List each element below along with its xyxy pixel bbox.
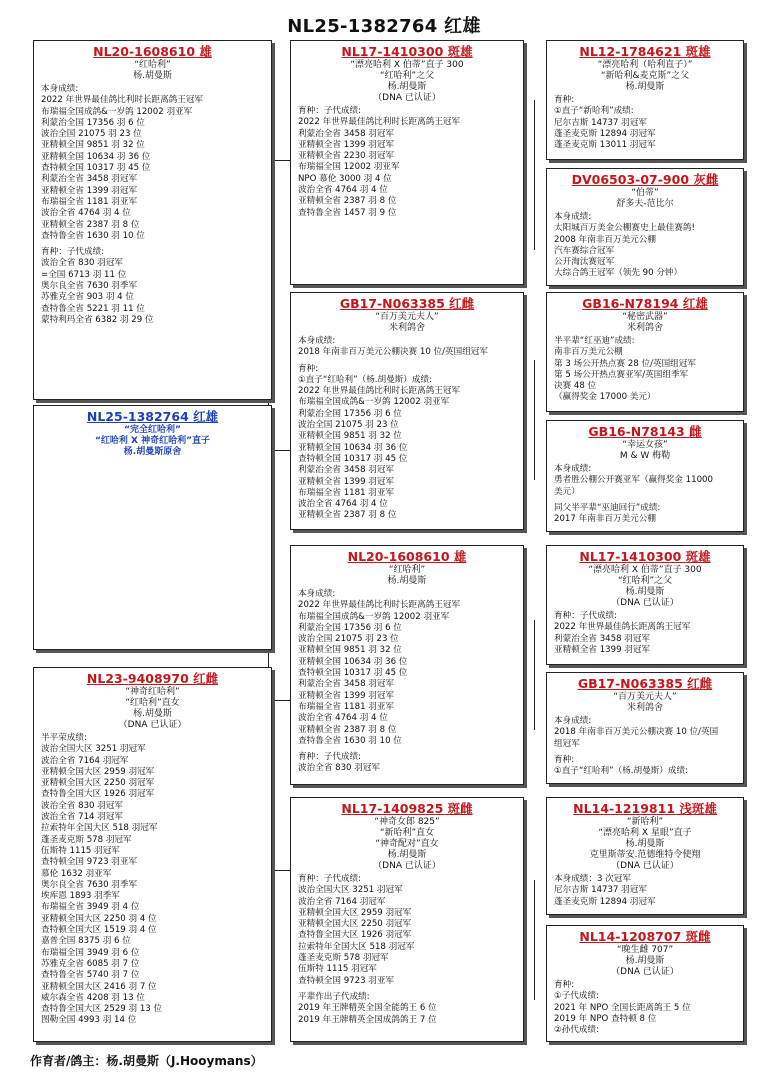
card-line: 查特顿全国大区 1519 羽 4 位 <box>41 925 157 936</box>
card-header: NL25-1382764 红雄 <box>86 409 219 424</box>
card-line: 波治全省 830 羽冠军 <box>41 800 124 811</box>
card-header: NL14-1219811 浅斑雄 <box>573 801 717 816</box>
card-line: 查特顿全国 10317 羽 45 位 <box>298 668 408 679</box>
card-line: 蓬圣麦克斯 578 羽冠军 <box>41 834 132 845</box>
card-line: 亚精顿全国大区 2250 羽冠军 <box>41 778 155 789</box>
breeder-footer: 作育者/鸽主：杨.胡曼斯（J.Hooymans） <box>30 1054 263 1068</box>
card-line: 波治全省 7164 羽冠军 <box>298 896 386 907</box>
card-header: NL20-1608610 雄 <box>347 549 467 564</box>
card-body <box>298 874 516 1026</box>
card-subtitle: “新哈利”直女 <box>379 828 435 838</box>
card-subtitle: （DNA 已认证） <box>373 93 441 103</box>
card-line: 埃库恩 1893 羽季军 <box>41 891 120 902</box>
card-subtitle: “漂亮哈利 X 伯蒂”直子 300 <box>588 565 702 575</box>
card-body <box>554 980 736 1036</box>
card-line: 伍斯特 1115 羽冠军 <box>298 964 377 975</box>
card-line: 2018 年南非百万美元公棚决赛 10 位/英国 <box>554 727 719 738</box>
card-line: 亚精顿全省 1399 羽冠军 <box>298 476 395 487</box>
card-subtitle: “红哈利”之父 <box>617 576 673 586</box>
card-line: 奥尔良全省 7630 羽季军 <box>41 281 138 292</box>
card-header: NL20-1608610 雄 <box>93 44 212 59</box>
card-line: （赢得奖金 17000 美元） <box>554 392 656 403</box>
card-line: 2008 年南非百万美元公棚 <box>554 234 656 245</box>
pedigree-card-sire-dam <box>290 292 524 530</box>
card-line: 亚精顿全国大区 2416 羽 7 位 <box>41 981 157 992</box>
card-line: 布瑞福全省 3949 羽 4 位 <box>41 902 140 913</box>
card-line: 利蒙治全国 17356 羽 6 位 <box>298 622 402 633</box>
connector-line <box>534 880 535 1000</box>
card-subtitle: 杨.胡曼斯 <box>133 71 172 81</box>
card-line: 亚精顿全国大区 2250 羽 4 位 <box>41 913 157 924</box>
card-header: DV06503-07-900 灰雌 <box>571 172 719 187</box>
card-body <box>554 716 736 777</box>
card-line: 波治全省 4764 羽 4 位 <box>298 713 388 724</box>
card-subtitle: 米利鸽舍 <box>626 703 663 713</box>
card-line: 查特鲁全省 5740 羽 7 位 <box>41 970 140 981</box>
card-line: 2022 年世界最佳鸽比利时长距离鸽王冠军 <box>41 95 204 106</box>
card-body <box>298 336 516 522</box>
card-subtitle: 杨.胡曼斯 <box>625 956 665 966</box>
card-line: 嘉普全国 8375 羽 6 位 <box>41 936 131 947</box>
card-line: 2018 年南非百万美元公棚决赛 10 位/英国组冠军 <box>298 347 488 358</box>
pedigree-card-sire <box>33 40 272 400</box>
card-line: 奥尔良全省 7630 羽季军 <box>41 879 138 890</box>
card-line: 半平辈“红巫迪”成绩: <box>554 336 635 346</box>
card-line: 育种：子代成绩: <box>41 247 105 258</box>
card-line: 波治全国大区 3251 羽冠军 <box>298 885 403 896</box>
card-line: 波治全国 21075 羽 23 位 <box>41 129 142 140</box>
card-line: 蓬圣麦克斯 12894 羽冠军 <box>554 896 656 907</box>
pedigree-card-subject <box>33 405 272 650</box>
card-line: 亚精顿全国 10634 羽 36 位 <box>41 151 151 162</box>
pedigree-card-sd-sire <box>546 292 744 412</box>
card-body <box>298 589 516 775</box>
card-line: 波治全省 830 羽冠军 <box>298 763 381 774</box>
card-subtitle: 杨.胡曼斯 <box>625 82 665 92</box>
card-line: 查特顿全国 10317 羽 45 位 <box>41 163 151 174</box>
card-line: 蓬圣麦克斯 13011 羽冠军 <box>554 140 656 151</box>
card-line: 本身成绩: <box>554 464 592 474</box>
card-line: 亚精顿全国 9851 羽 32 位 <box>298 645 402 656</box>
card-line: 2022 年世界最佳鸽比利时长距离鸽王冠军 <box>298 386 461 397</box>
card-line: 布瑞福全省 1181 羽亚军 <box>41 196 138 207</box>
card-line: 波治全省 4764 羽 4 位 <box>298 499 388 510</box>
card-line: 蒙特利玛全省 6382 羽 29 位 <box>41 314 154 325</box>
card-line: 利蒙治全省 3458 羽冠军 <box>298 465 395 476</box>
card-subtitle: 杨.胡曼斯 <box>387 576 427 586</box>
card-body <box>298 106 516 219</box>
card-line: ②孙代成绩: <box>554 1025 599 1036</box>
card-line: 美元） <box>554 486 580 497</box>
card-line: 蓬圣麦克斯 12894 羽冠军 <box>554 128 656 139</box>
card-subtitle: （DNA 已认证） <box>611 967 679 977</box>
card-header: NL17-1410300 斑雄 <box>579 549 711 564</box>
card-subtitle: （DNA 已认证） <box>611 861 679 871</box>
connector-line <box>534 100 535 250</box>
card-line: 查特鲁全省 1630 羽 10 位 <box>298 735 402 746</box>
card-line: 慕伦 1632 羽亚军 <box>41 868 112 879</box>
card-line: 利蒙治全国 17356 羽 6 位 <box>41 117 145 128</box>
pedigree-card-ds-dam <box>546 672 744 784</box>
card-line: 2017 年南非百万美元公棚 <box>554 514 656 525</box>
card-line: 尼尔吉斯 14737 羽冠军 <box>554 117 647 128</box>
card-subtitle: “红哈利”之父 <box>379 71 435 81</box>
pedigree-card-dd-sire <box>546 797 744 915</box>
pedigree-card-sire-sire <box>290 40 524 285</box>
card-subtitle: “漂亮哈利 X 星眼”直子 <box>598 828 692 838</box>
pedigree-card-sd-dam <box>546 420 744 532</box>
card-line: 苏雅克全省 6085 羽 7 位 <box>41 958 140 969</box>
card-body <box>554 212 736 280</box>
card-line: 布瑞福全省 1181 羽亚军 <box>298 701 395 712</box>
card-line: 亚精顿全国大区 2959 羽冠军 <box>298 907 412 918</box>
card-line: 亚精顿全国 9851 羽 32 位 <box>298 431 402 442</box>
card-line: 本身成绩: <box>298 589 336 599</box>
card-line: 亚精顿全国 9851 羽 32 位 <box>41 140 145 151</box>
card-line: 波治全国 21075 羽 23 位 <box>298 634 399 645</box>
card-line: 苏雅克全省 903 羽 4 位 <box>41 292 134 303</box>
card-line: 本身成绩: <box>298 336 336 346</box>
card-subtitle: （DNA 已认证） <box>611 598 679 608</box>
card-subtitle: “神奇女郎 825” <box>374 817 440 827</box>
card-line: 查特顿全国 9723 羽亚军 <box>41 857 138 868</box>
card-line: 第 3 场公开热点赛 28 位/英国组冠军 <box>554 358 696 369</box>
card-line: 第 5 场公开热点赛亚军/英国组季军 <box>554 369 689 380</box>
card-subtitle: M & W 梅勒 <box>619 451 671 461</box>
card-line: ①子代成绩: <box>554 991 599 1002</box>
card-line: 亚精顿全省 1399 羽冠军 <box>298 139 395 150</box>
card-line: 拉索特年全国大区 518 羽冠军 <box>41 823 158 834</box>
card-subtitle: 杨.胡曼斯原舍 <box>123 447 182 457</box>
card-line: 半平荣成绩: <box>41 733 87 743</box>
card-header: NL23-9408970 红雌 <box>86 671 219 686</box>
card-subtitle: 杨.胡曼斯 <box>133 709 172 719</box>
card-subtitle: 米利鸽舍 <box>626 323 663 333</box>
card-line: 育种: <box>554 95 575 105</box>
card-line: 波治全省 714 羽冠军 <box>41 812 124 823</box>
card-line: 育种：子代成绩: <box>298 752 362 763</box>
card-line: 亚精顿全省 2387 羽 8 位 <box>41 219 140 230</box>
card-line: ①直子“红哈利”（杨.胡曼斯）成绩: <box>298 374 432 385</box>
card-subtitle: “新哈利&麦克斯”之父 <box>600 71 690 81</box>
connector-line <box>534 620 535 730</box>
card-line: 亚精顿全省 1399 羽冠军 <box>298 690 395 701</box>
card-body <box>554 874 736 908</box>
card-subtitle: 克里斯蒂安.范德维特令使翔 <box>589 850 701 860</box>
card-body <box>554 336 736 404</box>
card-line: 布瑞福全国 12002 羽亚军 <box>298 162 400 173</box>
card-line: 查特鲁全省 1457 羽 9 位 <box>298 207 397 218</box>
card-header: NL17-1409825 斑雌 <box>341 801 473 816</box>
card-line: 亚精顿全国 10634 羽 36 位 <box>298 656 408 667</box>
page-title: NL25-1382764 红雄 <box>287 16 481 37</box>
card-line: 布瑞福全国成鸽&一岁鸽 12002 羽亚军 <box>298 397 450 408</box>
card-line: 亚精顿全国大区 2959 羽冠军 <box>41 766 155 777</box>
pedigree-card-ss-sire <box>546 40 744 160</box>
card-subtitle: 杨.胡曼斯 <box>625 587 665 597</box>
card-subtitle: “漂亮哈利（哈利直子）” <box>597 60 693 70</box>
card-line: ①直子“红哈利”（杨.胡曼斯）成绩: <box>554 766 688 777</box>
pedigree-card-ds-sire <box>546 545 744 665</box>
card-line: 育种: <box>554 754 575 765</box>
card-header: GB16-N78194 红雄 <box>582 296 708 311</box>
card-subtitle: 杨.胡曼斯 <box>387 82 427 92</box>
card-line: 查特鲁全省 1630 羽 10 位 <box>41 230 145 241</box>
pedigree-card-ss-dam <box>546 168 744 286</box>
card-line: 2019 年 NPO 查特顿 8 位 <box>554 1013 657 1024</box>
card-body <box>41 733 264 1027</box>
card-subtitle: （DNA 已认证） <box>373 861 441 871</box>
card-body <box>554 611 736 656</box>
card-line: 育种：子代成绩: <box>554 611 618 621</box>
card-subtitle: “漂亮哈利 X 伯蒂”直子 300 <box>350 60 464 70</box>
card-line: =全国 6713 羽 11 位 <box>41 269 127 280</box>
card-header: NL17-1410300 斑雄 <box>341 44 473 59</box>
card-line: 查特顿全国 10317 羽 45 位 <box>298 453 408 464</box>
card-line: 布瑞福全国 3949 羽 6 位 <box>41 947 140 958</box>
card-line: 组冠军 <box>554 738 580 749</box>
card-line: 拉索特年全国大区 518 羽冠军 <box>298 941 415 952</box>
card-subtitle: “秘密武器” <box>622 312 668 322</box>
card-line: 2022 年世界最佳鸽长距离鸽王冠军 <box>554 622 691 633</box>
card-subtitle: “红哈利”直女 <box>125 698 180 708</box>
card-header: GB17-N063385 红雌 <box>577 676 713 691</box>
card-subtitle: “完全红哈利” <box>124 425 181 435</box>
card-subtitle: 舒多夫-范比尔 <box>616 199 674 209</box>
card-line: NPO 慕伦 3000 羽 4 位 <box>298 173 392 184</box>
card-line: 查特鲁全国大区 1926 羽冠军 <box>41 789 155 800</box>
card-line: 育种：子代成绩: <box>298 106 362 116</box>
card-line: 勇者胜公棚公开赛亚军（赢得奖金 11000 <box>554 475 713 486</box>
card-line: 尼尔吉斯 14737 羽冠军 <box>554 885 647 896</box>
card-line: 布瑞福全国成鸽&一岁鸽 12002 羽亚军 <box>298 611 450 622</box>
card-subtitle: “新哈利” <box>626 817 664 827</box>
pedigree-card-dam-dam <box>290 797 524 1042</box>
card-line: 亚精顿全省 2387 羽 8 位 <box>298 196 397 207</box>
card-line: 布瑞福全国成鸽&一岁鸽 12002 羽亚军 <box>41 106 193 117</box>
card-line: 育种: <box>554 980 575 990</box>
card-line: 决赛 48 位 <box>554 381 597 392</box>
card-line: 2022 年世界最佳鸽比利时长距离鸽王冠军 <box>298 117 461 128</box>
card-line: 波治全省 4764 羽 4 位 <box>41 208 131 219</box>
card-body <box>554 464 736 525</box>
card-subtitle: 杨.胡曼斯 <box>387 850 427 860</box>
card-subtitle: “神奇配对”直女 <box>375 839 439 849</box>
card-line: 2019 年王牌精英全国成鸽鸽王 7 位 <box>298 1014 437 1025</box>
card-line: 汽车赛综合冠军 <box>554 245 615 256</box>
card-line: 利蒙治全国 17356 羽 6 位 <box>298 408 402 419</box>
card-line: ①直子“新哈利”成绩: <box>554 106 634 117</box>
card-line: 亚精顿全省 2387 羽 8 位 <box>298 510 397 521</box>
card-subtitle: “百万美元夫人” <box>375 312 439 322</box>
card-body <box>554 95 736 151</box>
card-line: 南非百万美元公棚 <box>554 347 623 358</box>
pedigree-card-dam <box>33 667 272 1042</box>
card-line: 利蒙治全省 3458 羽冠军 <box>298 128 395 139</box>
card-line: 波治全省 7164 羽冠军 <box>41 755 129 766</box>
pedigree-card-dam-sire <box>290 545 524 785</box>
card-line: 亚精顿全省 1399 羽冠军 <box>41 185 138 196</box>
card-line: 育种：子代成绩: <box>298 874 362 884</box>
card-line: 亚精顿全国 10634 羽 36 位 <box>298 442 408 453</box>
card-line: 威尔森全省 4208 羽 13 位 <box>41 992 145 1003</box>
card-line: 蓬圣麦克斯 578 羽冠军 <box>298 953 389 964</box>
card-subtitle: “红哈利” <box>388 565 426 575</box>
card-line: 亚精顿全省 2230 羽冠军 <box>298 151 395 162</box>
card-line: 平辈作出子代成绩: <box>298 991 370 1002</box>
card-line: 布瑞福全省 1181 羽亚军 <box>298 487 395 498</box>
card-line: 2019 年王牌精英全国全能鸽王 6 位 <box>298 1003 437 1014</box>
card-line: 亚精顿全省 2387 羽 8 位 <box>298 724 397 735</box>
card-subtitle: “红哈利 X 神奇红哈利”直子 <box>94 436 211 446</box>
card-line: 本身成绩: <box>554 716 592 726</box>
card-line: 本身成绩: <box>554 212 592 222</box>
card-line: 查特鲁全省 5221 羽 11 位 <box>41 303 145 314</box>
card-subtitle: “红哈利” <box>134 60 171 70</box>
card-line: 太阳城百万美金公棚赛史上最佳赛鸽! <box>554 223 695 234</box>
card-line: 图勒全国 4993 羽 14 位 <box>41 1015 137 1026</box>
card-line: 2022 年世界最佳鸽比利时长距离鸽王冠军 <box>298 600 461 611</box>
card-line: 利蒙治全省 3458 羽冠军 <box>554 633 651 644</box>
card-line: 育种: <box>298 363 319 374</box>
card-line: 利蒙治全省 3458 羽冠军 <box>298 679 395 690</box>
card-subtitle: “晚生雌 707” <box>616 945 674 955</box>
card-line: 同父半平辈“巫迪回行”成绩: <box>554 502 661 513</box>
card-subtitle: “神奇红哈利” <box>125 687 180 697</box>
connector-line <box>534 360 535 480</box>
card-line: 查特鲁全国大区 2529 羽 13 位 <box>41 1004 163 1015</box>
card-header: GB17-N063385 红雌 <box>339 296 475 311</box>
card-line: 2021 年 NPO 全国长距离鸽王 5 位 <box>554 1002 691 1013</box>
card-line: 本身成绩: <box>41 84 79 94</box>
card-line: 亚精顿全国大区 2250 羽冠军 <box>298 919 412 930</box>
card-subtitle: “伯蒂” <box>631 188 659 198</box>
card-header: GB16-N78143 雌 <box>588 424 702 439</box>
card-line: 波治全国大区 3251 羽冠军 <box>41 744 146 755</box>
card-body <box>41 84 264 326</box>
card-line: 波治全省 4764 羽 4 位 <box>298 185 388 196</box>
card-line: 查特鲁全国大区 1926 羽冠军 <box>298 930 412 941</box>
card-subtitle: 杨.胡曼斯 <box>625 839 665 849</box>
card-header: NL12-1784621 斑雄 <box>579 44 711 59</box>
card-line: 伍斯特 1115 羽冠军 <box>41 845 120 856</box>
card-subtitle: “百万美元夫人” <box>613 692 677 702</box>
card-line: 波治全国 21075 羽 23 位 <box>298 420 399 431</box>
card-line: 大综合鸽王冠军（领先 90 分钟） <box>554 268 683 279</box>
card-line: 亚精顿全省 1399 羽冠军 <box>554 644 651 655</box>
card-subtitle: 米利鸽舍 <box>388 323 425 333</box>
card-line: 本身成绩：3 次冠军 <box>554 874 631 884</box>
card-subtitle: （DNA 已认证） <box>118 720 187 730</box>
pedigree-card-dd-dam <box>546 925 744 1042</box>
card-line: 利蒙治全省 3458 羽冠军 <box>41 174 138 185</box>
card-header: NL14-1208707 斑雌 <box>579 929 711 944</box>
card-subtitle: “幸运女孩” <box>622 440 668 450</box>
card-line: 波治全省 830 羽冠军 <box>41 258 124 269</box>
card-line: 公开淘汰赛冠军 <box>554 257 615 268</box>
card-line: 查特顿全国 9723 羽亚军 <box>298 975 395 986</box>
